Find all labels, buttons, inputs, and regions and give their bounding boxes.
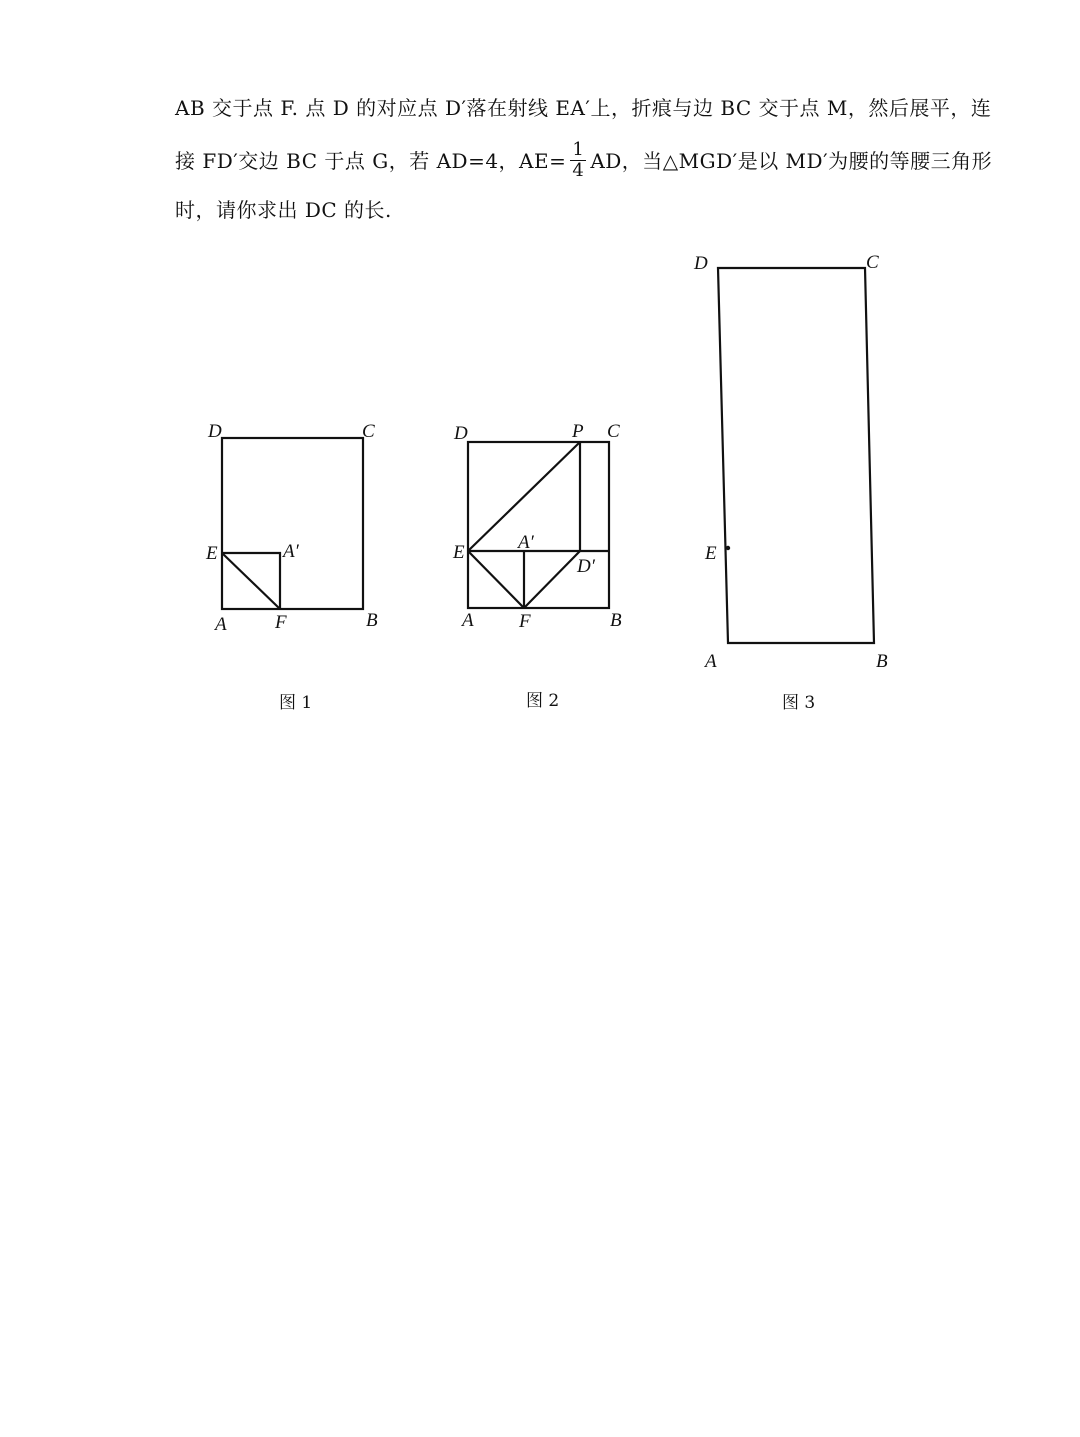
fig1-label-c: C	[362, 421, 375, 442]
fig3-label-b: B	[876, 651, 888, 672]
fraction-numerator: 1	[572, 139, 585, 160]
fig2-label-c: C	[607, 421, 620, 442]
fig2-label-f: F	[519, 611, 531, 632]
fig2-rectangle-abcd	[468, 442, 609, 608]
fig2-label-e: E	[453, 542, 465, 563]
fig2-label-a: A	[462, 610, 474, 631]
figure-2	[468, 442, 609, 608]
fig1-rectangle-abcd	[222, 438, 363, 609]
fig2-label-b: B	[610, 610, 622, 631]
fig3-label-d: D	[694, 253, 708, 274]
fig1-label-a-prime: A′	[283, 541, 299, 562]
fig3-rectangle-abcd	[718, 268, 874, 643]
fig2-fold-line-ef	[468, 551, 524, 608]
fig1-label-e: E	[206, 543, 218, 564]
problem-line-3: 时，请你求出 DC 的长.	[175, 198, 392, 222]
fig3-label-e: E	[705, 543, 717, 564]
fig1-label-d: D	[208, 421, 222, 442]
figure-3	[718, 268, 874, 643]
fig2-label-d: D	[454, 423, 468, 444]
problem-line-2-end: AD，当△MGD′是以 MD′为腰的等腰三角形	[590, 149, 993, 173]
fig1-label-f: F	[275, 612, 287, 633]
fig1-fold-line-ef	[222, 553, 280, 609]
fig1-caption: 图 1	[279, 693, 313, 713]
fig2-line-fd-prime	[524, 551, 580, 608]
fig3-caption: 图 3	[782, 693, 816, 713]
fig2-label-d-prime: D′	[577, 556, 595, 577]
fig2-label-a-prime: A′	[518, 532, 534, 553]
problem-line-1: AB 交于点 F. 点 D 的对应点 D′落在射线 EA′上，折痕与边 BC 交于点 M，然后展平，连	[175, 96, 992, 120]
fraction-denominator: 4	[572, 160, 585, 181]
fig2-caption: 图 2	[526, 691, 560, 711]
problem-line-2-start: 接 FD′交边 BC 于点 G，若 AD=4，AE=	[175, 149, 567, 173]
figure-1	[222, 438, 363, 609]
fig2-label-p: P	[572, 421, 584, 442]
fig3-label-a: A	[705, 651, 717, 672]
fig3-label-c: C	[866, 252, 879, 273]
fig3-point-e	[726, 546, 730, 550]
fig1-label-b: B	[366, 610, 378, 631]
fig1-label-a: A	[215, 614, 227, 635]
